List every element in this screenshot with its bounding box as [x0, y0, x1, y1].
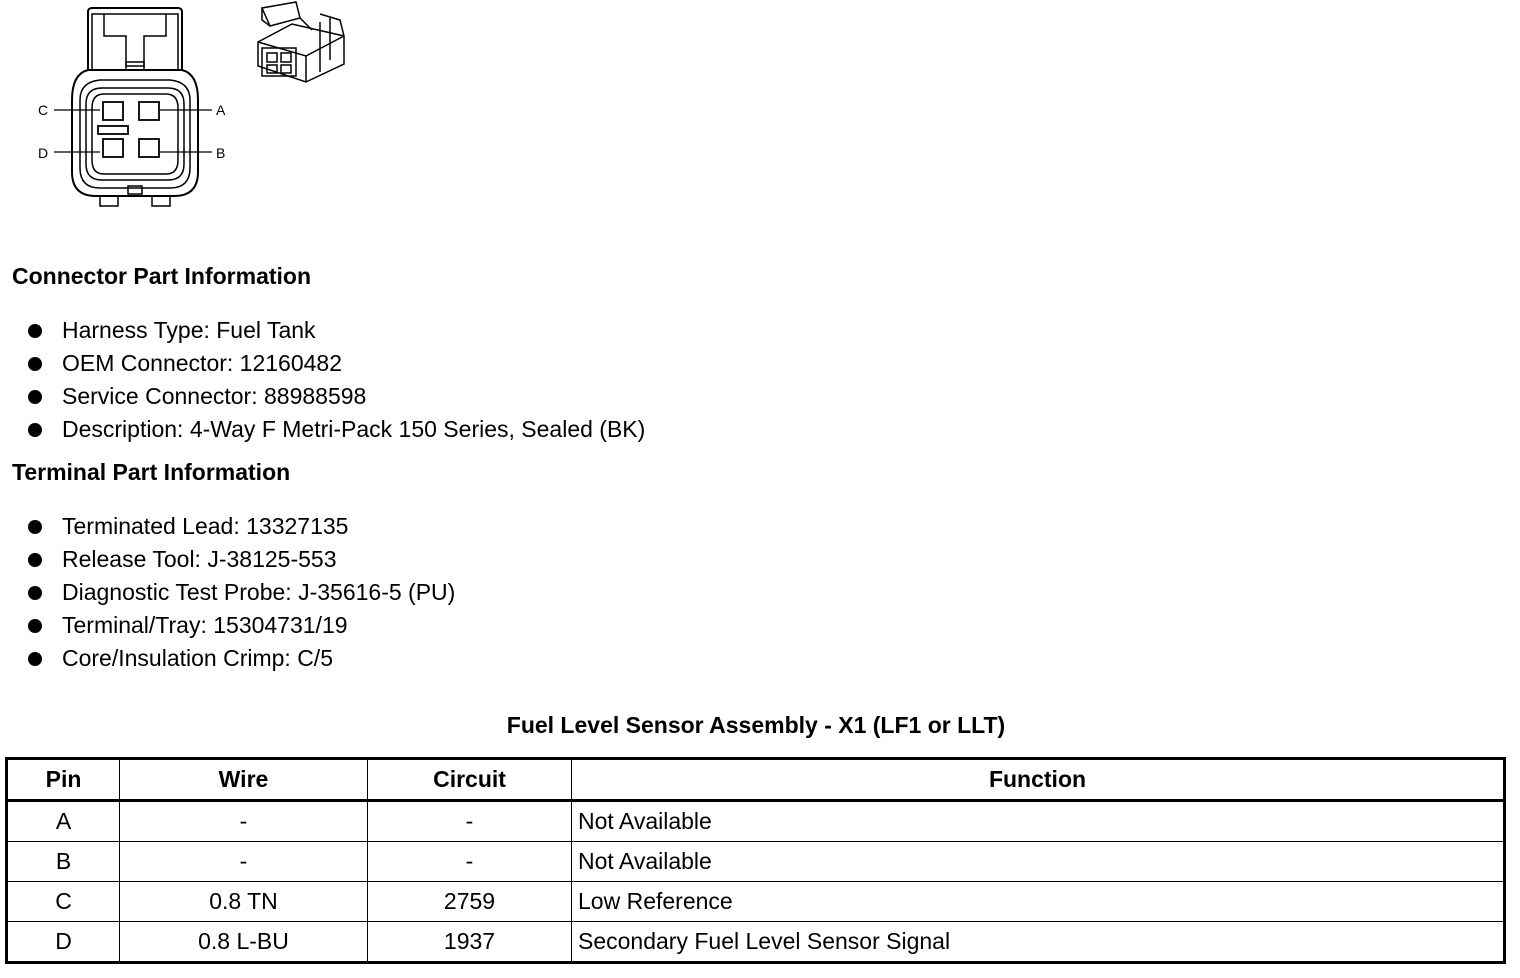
- cell-pin: D: [7, 922, 120, 963]
- pin-label-c: C: [38, 102, 49, 118]
- cell-pin: A: [7, 801, 120, 842]
- pin-label-a: A: [216, 102, 226, 118]
- table-row: [7, 922, 1505, 963]
- cell-function: Not Available: [572, 801, 1505, 842]
- list-item: Diagnostic Test Probe: J-35616-5 (PU): [28, 576, 455, 609]
- list-item: Core/Insulation Crimp: C/5: [28, 642, 455, 675]
- cell-wire: 0.8 TN: [120, 882, 368, 922]
- list-item: OEM Connector: 12160482: [28, 347, 645, 380]
- terminal-part-info-list: [28, 510, 455, 675]
- cell-circuit: 2759: [368, 882, 572, 922]
- cell-pin: C: [7, 882, 120, 922]
- terminal-part-info-heading: Terminal Part Information: [12, 459, 291, 485]
- cell-function: Not Available: [572, 842, 1505, 882]
- cell-function: Low Reference: [572, 882, 1505, 922]
- column-header-wire: Wire: [120, 759, 368, 801]
- connector-part-info-heading: Connector Part Information: [12, 263, 312, 289]
- cell-wire: -: [120, 801, 368, 842]
- cell-wire: 0.8 L-BU: [120, 922, 368, 963]
- cell-circuit: 1937: [368, 922, 572, 963]
- column-header-function: Function: [572, 759, 1505, 801]
- list-item: Description: 4-Way F Metri-Pack 150 Series, Sealed (BK): [28, 413, 645, 446]
- pin-label-d: D: [38, 145, 49, 161]
- list-item: Terminated Lead: 13327135: [28, 510, 455, 543]
- pin-label-b: B: [216, 145, 226, 161]
- cell-circuit: -: [368, 842, 572, 882]
- list-item: Terminal/Tray: 15304731/19: [28, 609, 455, 642]
- cell-function: Secondary Fuel Level Sensor Signal: [572, 922, 1505, 963]
- list-item: Service Connector: 88988598: [28, 380, 645, 413]
- cell-wire: -: [120, 842, 368, 882]
- connector-face-diagram: [0, 0, 380, 220]
- list-item: Harness Type: Fuel Tank: [28, 314, 645, 347]
- pinout-table-title: Fuel Level Sensor Assembly - X1 (LF1 or LLT): [506, 712, 1006, 738]
- list-item: Release Tool: J-38125-553: [28, 543, 455, 576]
- column-header-circuit: Circuit: [368, 759, 572, 801]
- connector-isometric-icon: [258, 2, 344, 82]
- cell-pin: B: [7, 842, 120, 882]
- cell-circuit: -: [368, 801, 572, 842]
- table-row: [7, 882, 1505, 922]
- table-row: [7, 842, 1505, 882]
- column-header-pin: Pin: [7, 759, 120, 801]
- table-header-row: [7, 759, 1505, 801]
- connector-part-info-list: [28, 314, 645, 446]
- table-row: [7, 801, 1505, 842]
- pinout-table: [5, 757, 1506, 964]
